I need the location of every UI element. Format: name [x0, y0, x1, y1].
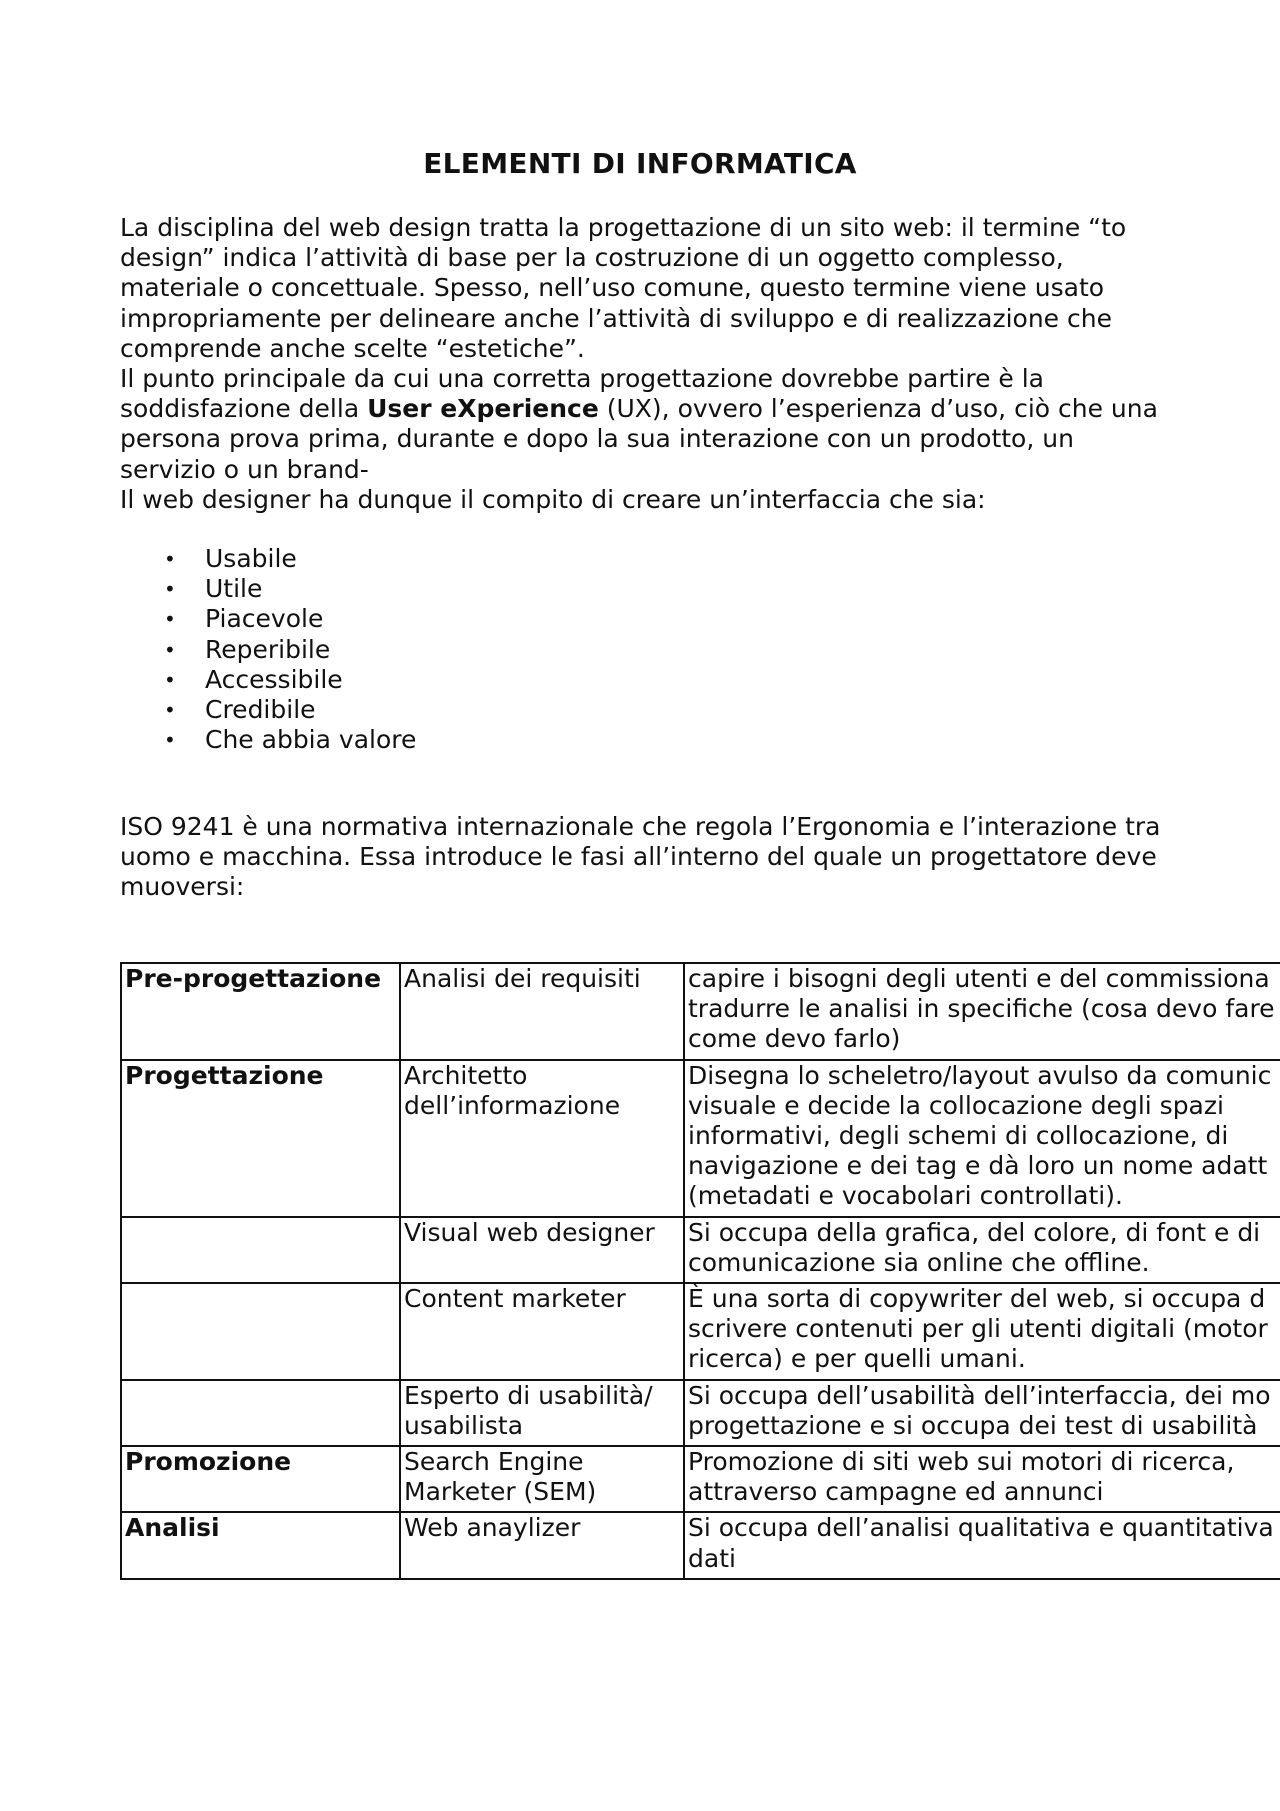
role-cell: [400, 1217, 684, 1283]
phase-cell: [121, 1380, 400, 1446]
table-row: [121, 1060, 1280, 1217]
list-item: • Accessibile: [164, 664, 343, 694]
roles-table-body: [121, 963, 1280, 1579]
phase-cell: [121, 1217, 400, 1283]
role-cell: [400, 1446, 684, 1512]
role-cell: [400, 1283, 684, 1380]
roles-table: [120, 962, 1280, 1580]
description-line: progettazione e si occupa dei test di usabilità: [688, 1410, 1258, 1440]
description-line: Si occupa della grafica, del colore, di font e di: [688, 1217, 1261, 1247]
role-line: Analisi dei requisiti: [404, 964, 641, 993]
description-cell: [684, 1217, 1280, 1283]
description-line: come devo farlo): [688, 1024, 901, 1054]
phase-cell: Pre-progettazione: [121, 963, 400, 1060]
role-line: Web anaylizer: [404, 1513, 581, 1543]
description-line: tradurre le analisi in specifiche (cosa devo fare: [688, 994, 1275, 1024]
table-row: [121, 1446, 1280, 1512]
role-line: Visual web designer: [404, 1217, 655, 1247]
intro-paragraph-2-end: (UX), ovvero l’esperienza d’uso, ciò che una persona prova prima, durante e dopo la sua interazione con un prodotto, un servizio o un brand-: [120, 394, 1158, 484]
bullet-icon: •: [164, 698, 176, 723]
table-row: [121, 1512, 1280, 1578]
bullet-icon: •: [164, 607, 176, 632]
role-line: usabilista: [404, 1410, 524, 1440]
description-line: attraverso campagne ed annunci: [688, 1477, 1104, 1507]
bullet-icon: •: [164, 728, 176, 753]
phase-cell: Analisi: [121, 1512, 400, 1578]
page-title: ELEMENTI DI INFORMATICA: [423, 147, 857, 180]
iso-paragraph: ISO 9241 è una normativa internazionale che regola l’Ergonomia e l’interazione tra uomo e macchina. Essa introduce le fasi all’interno del quale un progettatore deve muoversi:: [120, 812, 1161, 902]
bullet-icon: •: [164, 637, 176, 662]
qualities-list: [120, 544, 416, 755]
phase-cell: [121, 1283, 400, 1380]
role-cell: [400, 1060, 684, 1217]
description-line: scrivere contenuti per gli utenti digitali (motor: [688, 1314, 1268, 1344]
role-line: Search Engine: [404, 1447, 584, 1477]
description-line: Si occupa dell’usabilità dell’interfaccia, dei mo: [688, 1380, 1271, 1410]
intro-paragraph-2-start: Il punto principale da cui una corretta progettazione dovrebbe partire è la soddisfazione della: [120, 364, 1044, 424]
list-item: • Utile: [164, 574, 263, 604]
ux-term: User eXperience: [367, 394, 599, 424]
description-line: dati: [688, 1543, 736, 1573]
description-line: ricerca) e per quelli umani.: [688, 1344, 1026, 1374]
phase-cell: Progettazione: [121, 1060, 400, 1217]
table-row: [121, 1283, 1280, 1380]
description-cell: [684, 1060, 1280, 1217]
role-line: Architetto: [404, 1060, 528, 1090]
intro-text: [120, 213, 1170, 515]
description-line: Si occupa dell’analisi qualitativa e quantitativa: [688, 1513, 1274, 1543]
list-item: • Che abbia valore: [164, 725, 417, 755]
role-line: Esperto di usabilità/: [404, 1380, 653, 1410]
bullet-icon: •: [164, 667, 176, 692]
role-cell: [400, 1512, 684, 1578]
role-line: Content marketer: [404, 1284, 626, 1314]
bullet-icon: •: [164, 577, 176, 602]
list-item: • Piacevole: [164, 604, 324, 634]
intro-paragraph-1: La disciplina del web design tratta la progettazione di un sito web: il termine “to design” indica l’attività di base per la costruzione di un oggetto complesso, materiale o concettuale. Spesso, nell’uso comune, questo termine viene usato impropriamente per delineare anche l’attività di sviluppo e di realizzazione che comprende anche scelte “estetiche”.: [120, 213, 1127, 363]
description-line: comunicazione sia online che offline.: [688, 1247, 1150, 1277]
description-line: Disegna lo scheletro/layout avulso da comunic: [688, 1060, 1272, 1090]
description-cell: [684, 1446, 1280, 1512]
description-line: navigazione e dei tag e dà loro un nome adatt: [688, 1151, 1268, 1181]
table-row: [121, 1217, 1280, 1283]
description-line: (metadati e vocabolari controllati).: [688, 1181, 1123, 1211]
bullet-icon: •: [164, 547, 176, 571]
role-cell: [400, 1380, 684, 1446]
role-line: dell’informazione: [404, 1090, 621, 1120]
description-line: Promozione di siti web sui motori di ricerca,: [688, 1447, 1235, 1477]
table-row: [121, 963, 1280, 1060]
description-line: capire i bisogni degli utenti e del commissiona: [688, 964, 1270, 993]
intro-paragraph-2: [120, 364, 1170, 485]
description-cell: [684, 1283, 1280, 1380]
description-line: informativi, degli schemi di collocazione, di: [688, 1121, 1229, 1151]
list-item: • Credibile: [164, 695, 316, 725]
table-row: [121, 1380, 1280, 1446]
intro-paragraph-3: Il web designer ha dunque il compito di creare un’interfaccia che sia:: [120, 484, 986, 514]
list-item: • Reperibile: [164, 634, 331, 664]
phase-cell: Promozione: [121, 1446, 400, 1512]
description-cell: [684, 963, 1280, 1060]
description-line: È una sorta di copywriter del web, si occupa d: [688, 1284, 1266, 1314]
role-line: Marketer (SEM): [404, 1477, 597, 1507]
list-item: • Usabile: [164, 544, 297, 573]
description-cell: [684, 1512, 1280, 1578]
description-cell: [684, 1380, 1280, 1446]
description-line: visuale e decide la collocazione degli spazi: [688, 1090, 1224, 1120]
role-cell: [400, 963, 684, 1060]
